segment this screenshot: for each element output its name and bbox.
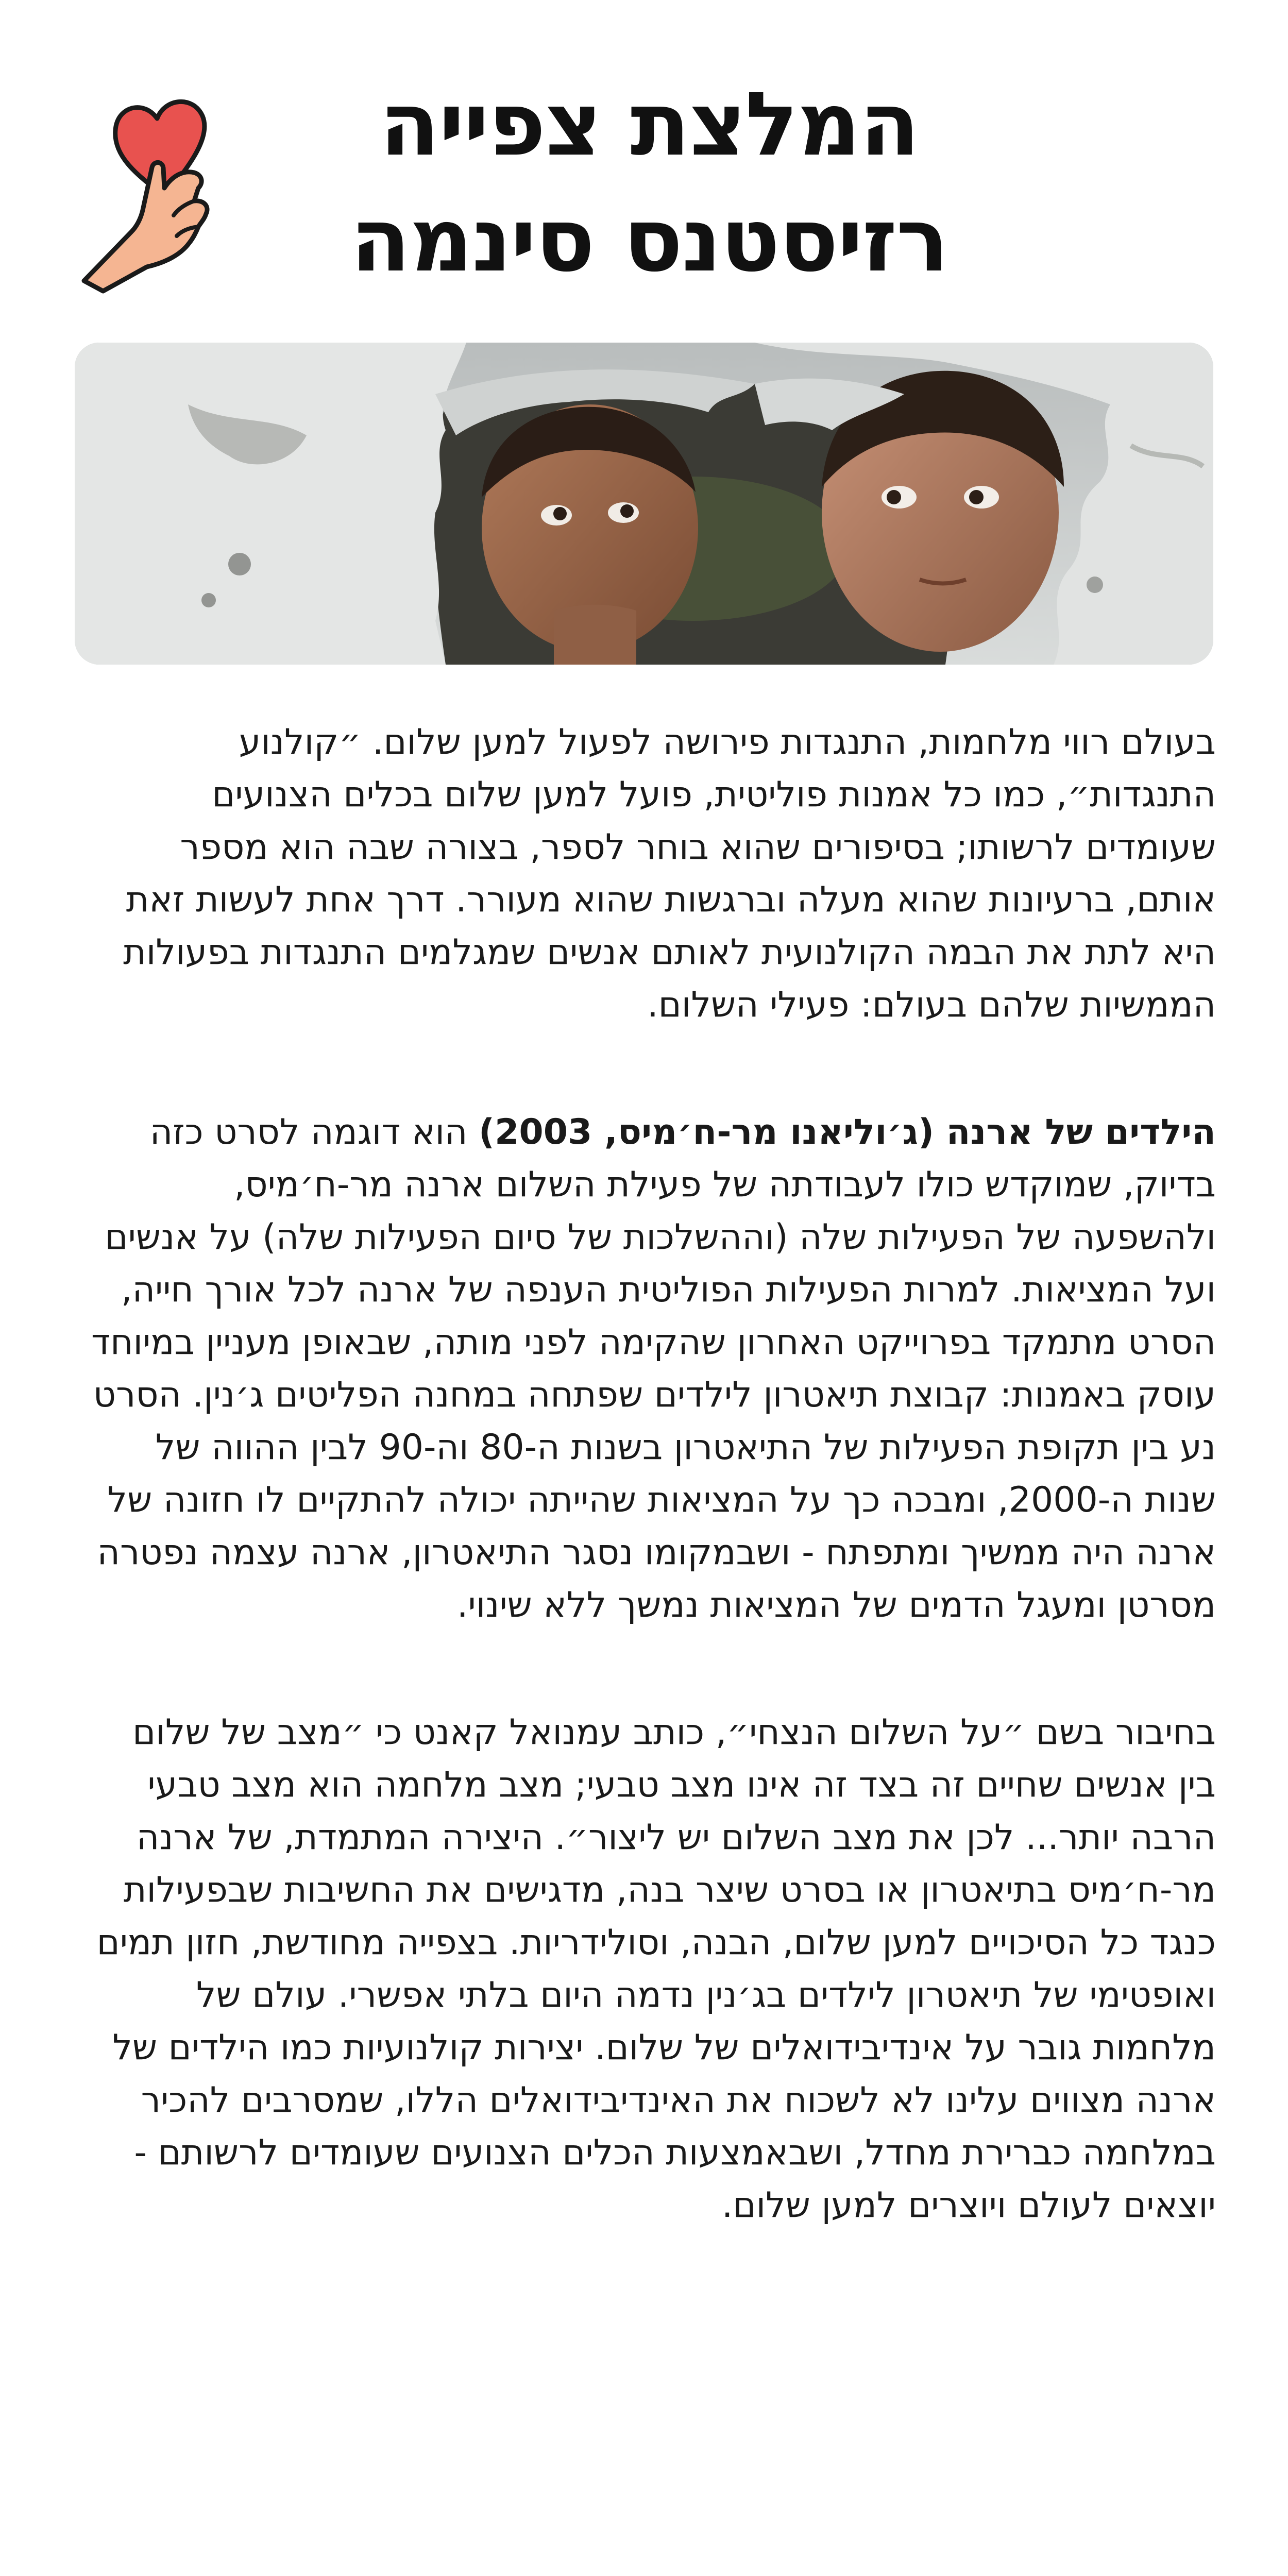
paragraph-intro: בעולם רווי מלחמות, התנגדות פירושה לפעול למען שלום. ״קולנוע התנגדות״, כמו כל אמנות פוליטית, פועל למען שלום בכלים הצנועים שעומדים לרשותו; בסיפורים שהוא בוחר לספר, בצורה שבה הוא מספר אותם, ברעיונות שהוא מעלה וברגשות שהוא מעורר. דרך אחת לעשות זאת היא לתת את הבמה הקולנועית לאותם אנשים שמגלמים התנגדות בפעולות הממשיות שלהם בעולם: פעילי השלום. (123, 722, 1216, 1025)
hand-holding-heart-icon (75, 77, 245, 294)
hero-image (75, 343, 1213, 665)
page-title-line-2: רזיסטנס סינמה (350, 190, 948, 292)
page-title-line-1: המלצת צפייה (379, 74, 919, 176)
article-body (88, 716, 1216, 2307)
film-description: הוא דוגמה לסרט כזה בדיוק, שמוקדש כולו לעבודתה של פעילת השלום ארנה מר-ח׳מיס, ולהשפעה של הפעילות שלה (וההשלכות של סיום הפעילות שלה) על אנשים ועל המציאות. למרות הפעילות הפוליטית הענפה של ארנה לכל אורך חייה, הסרט מתמקד בפרוייקט האחרון שהקימה לפני מותה, שבאופן מעניין במיוחד עוסק באמנות: קבוצת תיאטרון לילדים שפתחה במחנה הפליטים ג׳נין. הסרט נע בין תקופת הפעילות של התיאטרון בשנות ה-80 וה-90 לבין ההווה של שנות ה-2000, ומבכה כך על המציאות שהייתה יכולה להתקיים לו חזונה של ארנה היה ממשיך ומתפתח - ושבמקומו נסגר התיאטרון, ארנה עצמה נפטרה מסרטן ומעגל הדמים של המציאות נמשך ללא שינוי. (91, 1112, 1216, 1625)
paragraph-film (88, 1106, 1216, 1632)
page-title (289, 67, 1010, 299)
film-title: הילדים של ארנה (ג׳וליאנו מר-ח׳מיס, 2003) (479, 1112, 1216, 1153)
paragraph-kant: בחיבור בשם ״על השלום הנצחי״, כותב עמנואל קאנט כי ״מצב של שלום בין אנשים שחיים זה בצד זה אינו מצב טבעי; מצב מלחמה הוא מצב טבעי הרבה יותר... לכן את מצב השלום יש ליצור״. היצירה המתמדת, של ארנה מר-ח׳מיס בתיאטרון או בסרט שיצר בנה, מדגישים את החשיבות שבפעילות כנגד כל הסיכויים למען שלום, הבנה, וסולידריות. בצפייה מחודשת, חזון תמים ואופטימי של תיאטרון לילדים בג׳נין נדמה היום בלתי אפשרי. עולם של מלחמות גובר על אינדיבידואלים של שלום. יצירות קולנועיות כמו הילדים של ארנה מצווים עלינו לא לשכוח את האינדיבידואלים הללו, שמסרבים להכיר במלחמה כברירת מחדל, ושבאמצעות הכלים הצנועים שעומדים לרשותם - יוצאים לעולם ויוצרים למען שלום. (96, 1712, 1216, 2226)
header (62, 62, 1226, 299)
